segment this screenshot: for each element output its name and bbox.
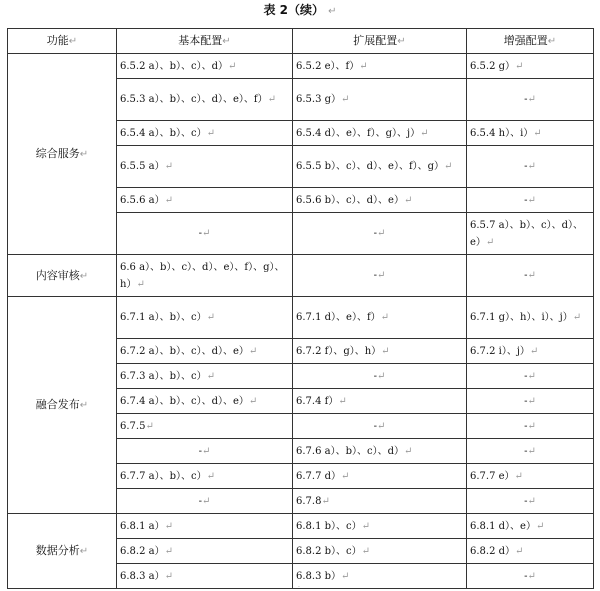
- enhanced-config-cell: -↵: [467, 414, 594, 439]
- extended-config-cell: 6.5.5 b）、c）、d）、e）、f）、g）↵: [293, 146, 467, 188]
- extended-config-cell: 6.8.1 b）、c）↵: [293, 514, 467, 539]
- extended-config-cell: 6.7.6 a）、b）、c）、d）↵: [293, 439, 467, 464]
- basic-config-cell: 6.8.1 a）↵: [117, 514, 293, 539]
- enhanced-config-cell: -↵: [467, 364, 594, 389]
- extended-config-cell: 6.5.3 g）↵: [293, 79, 467, 121]
- basic-config-cell: 6.7.5↵: [117, 414, 293, 439]
- enhanced-config-cell: 6.5.7 a）、b）、c）、d）、e）↵: [467, 213, 594, 255]
- basic-config-cell: 6.5.6 a）↵: [117, 188, 293, 213]
- enhanced-config-cell: 6.8.2 d）↵: [467, 539, 594, 564]
- enhanced-config-cell: 6.7.1 g）、h）、i）、j）↵: [467, 297, 594, 339]
- extended-config-cell: 6.7.2 f）、g）、h）↵: [293, 339, 467, 364]
- table-title: [0, 2, 600, 20]
- basic-config-cell: 6.7.1 a）、b）、c）↵: [117, 297, 293, 339]
- extended-config-cell: 6.7.4 f）↵: [293, 389, 467, 414]
- extended-config-cell: -↵: [293, 255, 467, 297]
- function-cell: 综合服务↵: [8, 54, 117, 255]
- basic-config-cell: 6.5.2 a）、b）、c）、d）↵: [117, 54, 293, 79]
- header-extended: 扩展配置↵: [293, 29, 467, 54]
- enhanced-config-cell: -↵: [467, 79, 594, 121]
- enhanced-config-cell: 6.8.1 d）、e）↵: [467, 514, 594, 539]
- header-function: 功能↵: [8, 29, 117, 54]
- basic-config-cell: 6.5.4 a）、b）、c）↵: [117, 121, 293, 146]
- table-row: [8, 297, 594, 339]
- extended-config-cell: 6.7.7 d）↵: [293, 464, 467, 489]
- extended-config-cell: -↵: [293, 213, 467, 255]
- basic-config-cell: -↵: [117, 489, 293, 514]
- extended-config-cell: 6.8.3 b）↵: [293, 564, 467, 589]
- basic-config-cell: -↵: [117, 213, 293, 255]
- enhanced-config-cell: -↵: [467, 146, 594, 188]
- basic-config-cell: 6.6 a）、b）、c）、d）、e）、f）、g）、h）↵: [117, 255, 293, 297]
- table-row: [8, 255, 594, 297]
- extended-config-cell: 6.8.2 b）、c）↵: [293, 539, 467, 564]
- config-table: [7, 28, 594, 589]
- extended-config-cell: 6.7.8↵: [293, 489, 467, 514]
- enhanced-config-cell: -↵: [467, 188, 594, 213]
- function-cell: 融合发布↵: [8, 297, 117, 514]
- basic-config-cell: 6.7.2 a）、b）、c）、d）、e）↵: [117, 339, 293, 364]
- enhanced-config-cell: -↵: [467, 389, 594, 414]
- extended-config-cell: 6.5.6 b）、c）、d）、e）↵: [293, 188, 467, 213]
- table-title-text: 表 2（续）: [263, 3, 324, 17]
- extended-config-cell: 6.7.1 d）、e）、f）↵: [293, 297, 467, 339]
- paragraph-mark-icon: ↵: [328, 6, 337, 17]
- enhanced-config-cell: -↵: [467, 255, 594, 297]
- header-enhanced: 增强配置↵: [467, 29, 594, 54]
- table-row: [8, 54, 594, 79]
- basic-config-cell: 6.5.5 a）↵: [117, 146, 293, 188]
- basic-config-cell: 6.7.4 a）、b）、c）、d）、e）↵: [117, 389, 293, 414]
- extended-config-cell: -↵: [293, 364, 467, 389]
- basic-config-cell: -↵: [117, 439, 293, 464]
- enhanced-config-cell: 6.7.7 e）↵: [467, 464, 594, 489]
- header-row: [8, 29, 594, 54]
- enhanced-config-cell: -↵: [467, 439, 594, 464]
- table-row: [8, 514, 594, 539]
- basic-config-cell: 6.7.7 a）、b）、c）↵: [117, 464, 293, 489]
- basic-config-cell: 6.8.3 a）↵: [117, 564, 293, 589]
- extended-config-cell: 6.5.2 e）、f）↵: [293, 54, 467, 79]
- function-cell: 数据分析↵: [8, 514, 117, 589]
- extended-config-cell: -↵: [293, 414, 467, 439]
- enhanced-config-cell: -↵: [467, 489, 594, 514]
- extended-config-cell: 6.5.4 d）、e）、f）、g）、j）↵: [293, 121, 467, 146]
- enhanced-config-cell: -↵: [467, 564, 594, 589]
- basic-config-cell: 6.7.3 a）、b）、c）↵: [117, 364, 293, 389]
- enhanced-config-cell: 6.5.4 h）、i）↵: [467, 121, 594, 146]
- basic-config-cell: 6.5.3 a）、b）、c）、d）、e）、f）↵: [117, 79, 293, 121]
- page-dot: ·: [298, 584, 300, 591]
- enhanced-config-cell: 6.7.2 i）、j）↵: [467, 339, 594, 364]
- function-cell: 内容审核↵: [8, 255, 117, 297]
- basic-config-cell: 6.8.2 a）↵: [117, 539, 293, 564]
- header-basic: 基本配置↵: [117, 29, 293, 54]
- enhanced-config-cell: 6.5.2 g）↵: [467, 54, 594, 79]
